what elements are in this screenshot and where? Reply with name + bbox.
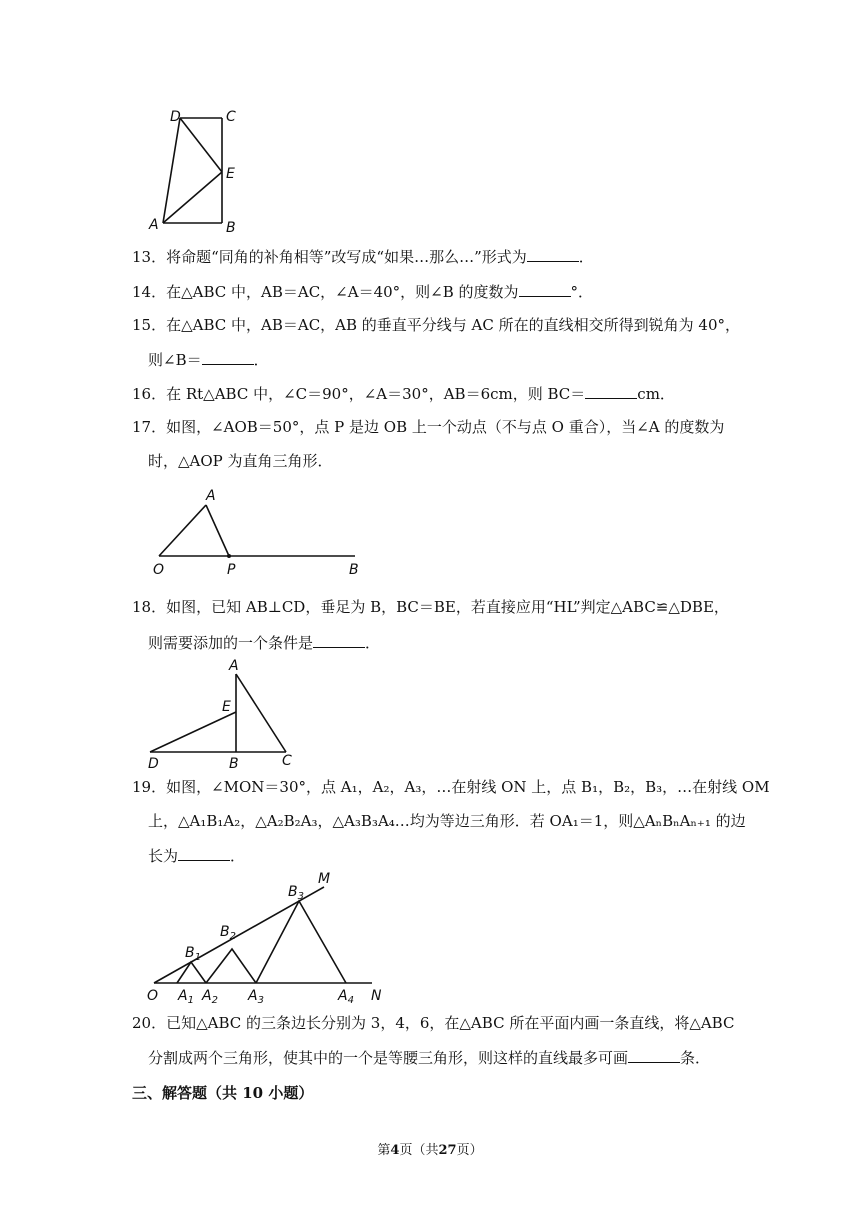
figure-angle-aop <box>145 484 375 579</box>
label-P: P <box>227 562 236 578</box>
label-B: B <box>349 562 359 578</box>
label-N: N <box>371 988 382 1004</box>
label-A4: $A_4$ <box>338 988 354 1006</box>
page-footer: 第4页（共27页） <box>377 1143 483 1158</box>
question-19: 19．如图，∠MON＝30°，点 A₁，A₂，A₃，…在射线 ON 上，点 B₁，B₂，B₃，…在射线 OM <box>132 778 770 796</box>
label-B: B <box>226 220 236 234</box>
label-B1: $B_1$ <box>185 945 201 963</box>
label-D: D <box>148 756 159 772</box>
question-16: 16．在 Rt△ABC 中，∠C＝90°，∠A＝30°，AB＝6cm，则 BC＝ cm． <box>132 385 675 403</box>
page-number: 4 <box>390 1143 400 1158</box>
figure-equilateral-chain <box>140 866 400 1006</box>
figure-quadrilateral <box>140 104 250 234</box>
label-A: A <box>206 488 216 504</box>
label-A3: $A_3$ <box>248 988 264 1006</box>
answer-blank <box>527 246 579 262</box>
answer-blank <box>202 349 254 365</box>
question-20: 20．已知△ABC 的三条边长分别为 3，4，6，在△ABC 所在平面内画一条直线，将△ABC <box>132 1014 735 1032</box>
label-A: A <box>149 217 159 233</box>
answer-blank <box>585 383 637 399</box>
figure-triangles-abc-dbe <box>140 654 310 772</box>
label-M: M <box>318 871 331 887</box>
label-E: E <box>226 166 235 182</box>
label-C: C <box>282 753 292 769</box>
question-19-cont: 上，△A₁B₁A₂，△A₂B₂A₃，△A₃B₃A₄…均为等边三角形．若 OA₁＝1，则△AₙBₙAₙ₊₁ 的边 <box>148 812 746 830</box>
question-17: 17．如图，∠AOB＝50°，点 P 是边 OB 上一个动点（不与点 O 重合），当∠A 的度数为 <box>132 418 725 436</box>
label-B2: $B_2$ <box>220 924 236 942</box>
label-B: B <box>229 756 239 772</box>
label-E: E <box>222 699 231 715</box>
label-O: O <box>147 988 159 1004</box>
answer-blank <box>519 281 571 297</box>
question-19-cont2: 长为 ． <box>148 847 246 865</box>
answer-blank <box>178 845 230 861</box>
question-17-cont: 时，△AOP 为直角三角形． <box>148 452 333 470</box>
question-15: 15．在△ABC 中，AB＝AC，AB 的垂直平分线与 AC 所在的直线相交所得到锐角为 40°， <box>132 316 740 334</box>
section-heading: 三、解答题（共 10 小题） <box>132 1084 314 1102</box>
question-14: 14．在△ABC 中，AB＝AC，∠A＝40°，则∠B 的度数为 °． <box>132 283 594 301</box>
question-13: 13．将命题“同角的补角相等”改写成“如果…那么…”形式为 ． <box>132 248 594 266</box>
label-C: C <box>226 109 236 125</box>
answer-blank <box>313 632 365 648</box>
question-20-cont: 分割成两个三角形，使其中的一个是等腰三角形，则这样的直线最多可画 条． <box>148 1049 711 1067</box>
question-18: 18．如图，已知 AB⊥CD，垂足为 B，BC＝BE，若直接应用“HL”判定△ABC≌△DBE， <box>132 598 729 616</box>
label-A2: $A_2$ <box>202 988 218 1006</box>
question-18-cont: 则需要添加的一个条件是 ． <box>148 634 381 652</box>
question-15-cont: 则∠B＝ ． <box>148 351 269 369</box>
label-A: A <box>229 658 239 674</box>
label-O: O <box>153 562 165 578</box>
page-total: 27 <box>438 1143 457 1158</box>
answer-blank <box>628 1047 680 1063</box>
label-D: D <box>170 109 181 125</box>
label-A1: $A_1$ <box>178 988 194 1006</box>
label-B3: $B_3$ <box>288 884 304 902</box>
